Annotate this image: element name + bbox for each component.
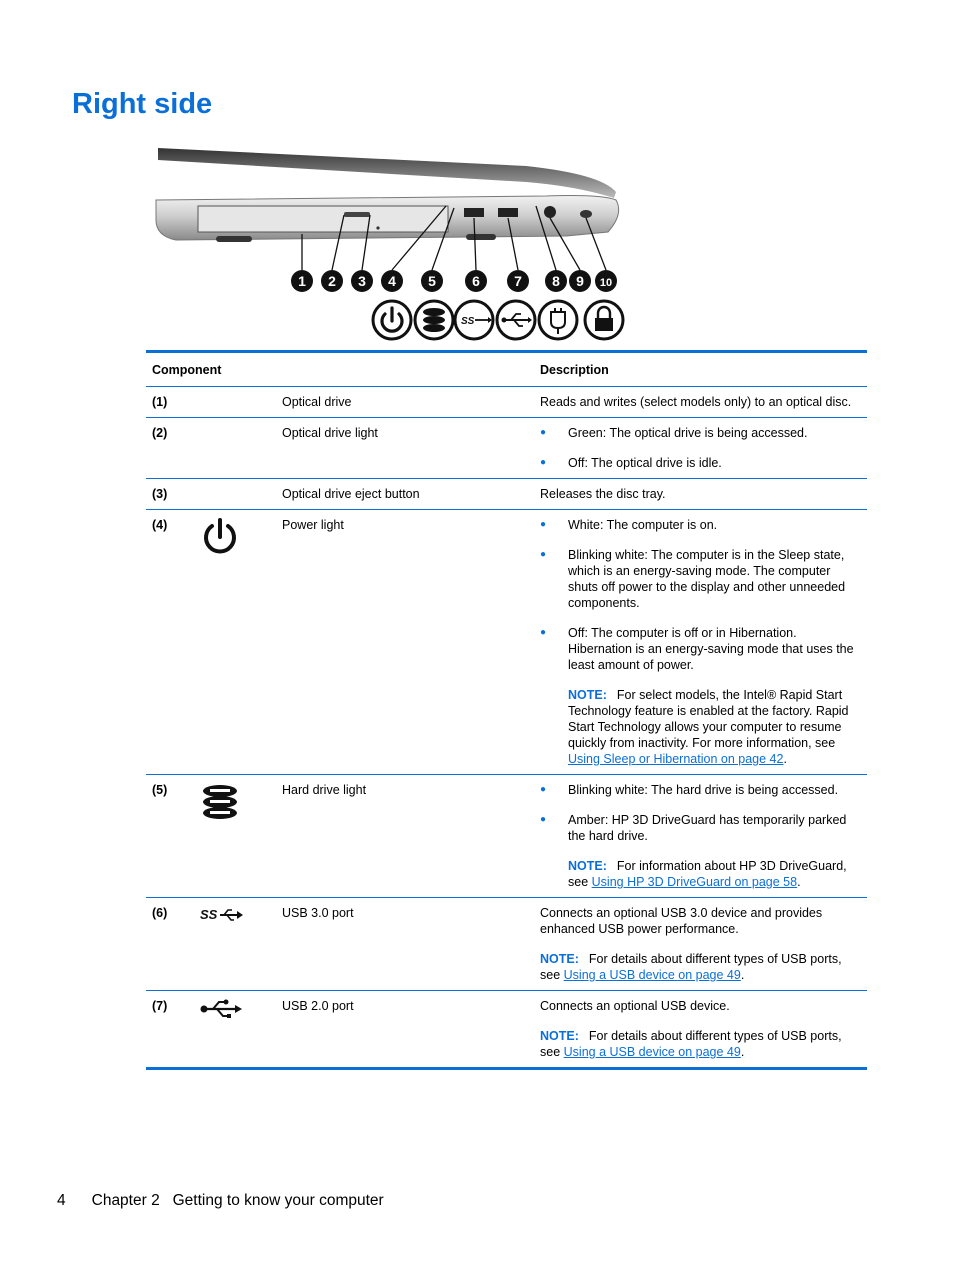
component-name: Optical drive eject button (276, 479, 534, 510)
list-item: ● Green: The optical drive is being accessed. (540, 425, 861, 441)
usb-icon (200, 998, 244, 1020)
usb3-icon (455, 301, 493, 339)
note-text: For details about different types of USB ports, see (540, 952, 842, 982)
list-item: ● White: The computer is on. (540, 517, 861, 533)
list-item (540, 812, 861, 890)
usb3-port-shape (464, 208, 484, 217)
port-icon-row (373, 301, 623, 339)
callout-7: 7 (514, 273, 522, 289)
cross-reference-link[interactable]: Using Sleep or Hibernation on page 42 (568, 752, 784, 766)
component-description (534, 898, 867, 991)
table-row (146, 775, 867, 898)
component-description (534, 991, 867, 1069)
note (540, 951, 861, 983)
note (568, 687, 861, 767)
component-number: (3) (146, 479, 194, 510)
note-label: NOTE: (540, 1029, 579, 1043)
table-row (146, 387, 867, 418)
lock-icon (585, 301, 623, 339)
components-table (146, 350, 867, 1070)
callout-6: 6 (472, 273, 480, 289)
table-row (146, 479, 867, 510)
laptop-lid (158, 148, 616, 198)
header-description: Description (534, 352, 867, 387)
component-number: (7) (146, 991, 194, 1069)
list-item: ● Blinking white: The computer is in the Sleep state, which is an energy-saving mode. The computer shuts off power to the display and other unneeded components. (540, 547, 861, 611)
callout-10: 10 (599, 277, 613, 289)
note (540, 1028, 861, 1060)
component-description (534, 775, 867, 898)
component-name: USB 2.0 port (276, 991, 534, 1069)
table-row (146, 898, 867, 991)
note-end: . (797, 875, 801, 889)
chapter-title: Chapter 2 Getting to know your computer (91, 1192, 384, 1209)
header-component: Component (146, 352, 534, 387)
component-name: Hard drive light (276, 775, 534, 898)
note-end: . (740, 968, 745, 982)
component-description (534, 418, 867, 479)
hard-drive-icon (415, 301, 453, 339)
list-item (540, 625, 861, 767)
callout-1: 1 (298, 273, 306, 289)
callout-9: 9 (576, 273, 584, 289)
table-row (146, 418, 867, 479)
component-description (534, 510, 867, 775)
component-icon-cell (194, 898, 276, 991)
component-icon-cell (194, 775, 276, 898)
table-row (146, 510, 867, 775)
cross-reference-link[interactable]: Using a USB device on page 49 (563, 968, 741, 982)
note-text: For information about HP 3D DriveGuard, see (568, 859, 847, 889)
component-icon-cell (194, 479, 276, 510)
optical-light-dot (376, 226, 379, 229)
component-number: (6) (146, 898, 194, 991)
callout-3: 3 (358, 273, 366, 289)
eject-button-shape (344, 212, 370, 217)
note (568, 858, 861, 890)
power-icon (373, 301, 411, 339)
optical-drive-bay (198, 206, 448, 232)
note-text: For details about different types of USB ports, see (540, 1029, 842, 1059)
hard-drive-icon (200, 782, 240, 822)
list-item-text: Off: The computer is off or in Hibernation. Hibernation is an energy-saving mode that uses the least amount of power. (568, 626, 854, 672)
usb-icon (497, 301, 535, 339)
component-name: USB 3.0 port (276, 898, 534, 991)
note-label: NOTE: (568, 859, 607, 873)
callout-8: 8 (552, 273, 560, 289)
component-number: (2) (146, 418, 194, 479)
component-icon-cell (194, 991, 276, 1069)
description-text: Connects an optional USB 3.0 device and provides enhanced USB power performance. (540, 906, 823, 936)
page-title: Right side (72, 88, 213, 120)
component-icon-cell (194, 387, 276, 418)
svg-text:SS: SS (461, 316, 475, 327)
list-item: ● Off: The optical drive is idle. (540, 455, 861, 471)
note-end: . (783, 752, 787, 766)
cross-reference-link[interactable]: Using a USB device on page 49 (563, 1045, 741, 1059)
laptop-right-side-illustration (146, 140, 626, 345)
note-end: . (740, 1045, 745, 1059)
callout-5: 5 (428, 273, 436, 289)
usb2-port-shape (498, 208, 518, 217)
table-row (146, 991, 867, 1069)
component-number: (1) (146, 387, 194, 418)
component-icon-cell (194, 510, 276, 775)
power-connector-shape (544, 206, 556, 218)
callout-4: 4 (388, 273, 396, 289)
list-item-text: Amber: HP 3D DriveGuard has temporarily parked the hard drive. (568, 813, 847, 843)
component-description: Releases the disc tray. (534, 479, 867, 510)
component-number: (4) (146, 510, 194, 775)
page-footer (57, 1192, 384, 1210)
component-name: Power light (276, 510, 534, 775)
component-description: Reads and writes (select models only) to an optical disc. (534, 387, 867, 418)
power-icon (200, 517, 240, 557)
callout-2: 2 (328, 273, 336, 289)
description-text: Connects an optional USB device. (540, 999, 730, 1013)
svg-text:SS: SS (200, 907, 218, 922)
component-number: (5) (146, 775, 194, 898)
list-item: ● Blinking white: The hard drive is being accessed. (540, 782, 861, 798)
component-icon-cell (194, 418, 276, 479)
component-name: Optical drive (276, 387, 534, 418)
power-connector-icon (539, 301, 577, 339)
table-header-row (146, 352, 867, 387)
note-label: NOTE: (540, 952, 579, 966)
component-name: Optical drive light (276, 418, 534, 479)
lock-slot-shape (580, 210, 592, 218)
cross-reference-link[interactable]: Using HP 3D DriveGuard on page 58 (591, 875, 798, 889)
page-number: 4 (57, 1192, 66, 1209)
note-text: For select models, the Intel® Rapid Start Technology feature is enabled at the factory. Rapid Start Technology allows your computer to resume quickly from inactivity. For more information, see (568, 688, 849, 750)
note-label: NOTE: (568, 688, 607, 702)
usb3-icon (200, 905, 244, 925)
